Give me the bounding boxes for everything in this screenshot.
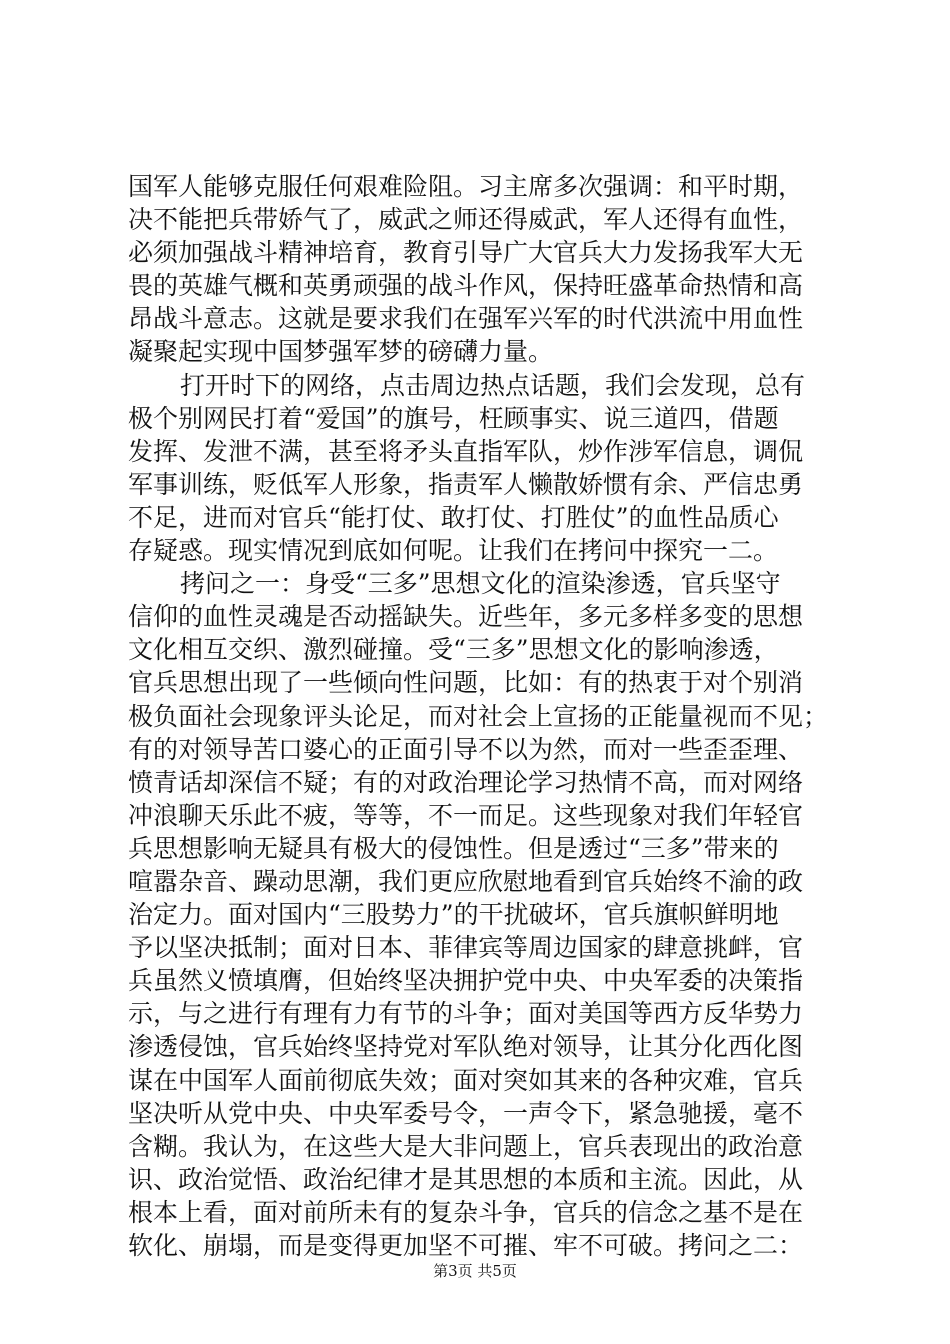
text-line: 愤青话却深信不疑；有的对政治理论学习热情不高，而对网络 <box>128 767 804 797</box>
text-line: 发挥、发泄不满，甚至将矛头直指军队，炒作涉军信息，调侃 <box>128 436 804 466</box>
text-line: 有的对领导苦口婆心的正面引导不以为然，而对一些歪歪理、 <box>128 734 804 764</box>
text-line: 凝聚起实现中国梦强军梦的磅礴力量。 <box>128 337 554 367</box>
text-line: 信仰的血性灵魂是否动摇缺失。近些年，多元多样多变的思想 <box>128 602 804 632</box>
text-line: 予以坚决抵制；面对日本、菲律宾等周边国家的肆意挑衅，官 <box>128 933 804 963</box>
text-line: 示，与之进行有理有力有节的斗争；面对美国等西方反华势力 <box>128 999 804 1029</box>
text-line: 官兵思想出现了一些倾向性问题，比如：有的热衷于对个别消 <box>128 668 804 698</box>
text-line: 谋在中国军人面前彻底失效；面对突如其来的各种灾难，官兵 <box>128 1065 804 1095</box>
text-line: 文化相互交织、激烈碰撞。受“三多”思想文化的影响渗透， <box>128 635 779 665</box>
text-line: 兵虽然义愤填膺，但始终坚决拥护党中央、中央军委的决策指 <box>128 966 804 996</box>
text-line: 决不能把兵带娇气了，威武之师还得威武，军人还得有血性， <box>128 205 804 235</box>
text-line-paragraph-start: 拷问之一：身受“三多”思想文化的渲染渗透，官兵坚守 <box>180 569 781 599</box>
body-text <box>128 170 838 1262</box>
text-line: 识、政治觉悟、政治纪律才是其思想的本质和主流。因此，从 <box>128 1164 804 1194</box>
text-line: 坚决听从党中央、中央军委号令，一声令下，紧急驰援，毫不 <box>128 1098 804 1128</box>
text-line: 畏的英雄气概和英勇顽强的战斗作风，保持旺盛革命热情和高 <box>128 271 804 301</box>
text-line: 根本上看，面对前所未有的复杂斗争，官兵的信念之基不是在 <box>128 1197 804 1227</box>
text-line: 冲浪聊天乐此不疲，等等，不一而足。这些现象对我们年轻官 <box>128 800 804 830</box>
text-line: 存疑惑。现实情况到底如何呢。让我们在拷问中探究一二。 <box>128 536 779 566</box>
text-line: 极负面社会现象评头论足，而对社会上宣扬的正能量视而不见； <box>128 701 829 731</box>
page-number-footer: 第3页 共5页 <box>433 1262 517 1280</box>
text-line: 渗透侵蚀，官兵始终坚持党对军队绝对领导，让其分化西化图 <box>128 1032 804 1062</box>
text-line: 军事训练，贬低军人形象，指责军人懒散娇惯有余、严信忠勇 <box>128 469 804 499</box>
text-line: 含糊。我认为，在这些大是大非问题上，官兵表现出的政治意 <box>128 1131 804 1161</box>
text-line: 喧嚣杂音、躁动思潮，我们更应欣慰地看到官兵始终不渝的政 <box>128 866 804 896</box>
text-line-paragraph-start: 打开时下的网络，点击周边热点话题，我们会发现，总有 <box>180 370 806 400</box>
text-line: 极个别网民打着“爱国”的旗号，枉顾事实、说三道四，借题 <box>128 403 779 433</box>
text-line: 兵思想影响无疑具有极大的侵蚀性。但是透过“三多”带来的 <box>128 833 779 863</box>
text-line: 软化、崩塌，而是变得更加坚不可摧、牢不可破。拷问之二： <box>128 1231 804 1260</box>
text-line: 国军人能够克服任何艰难险阻。习主席多次强调：和平时期， <box>128 172 804 201</box>
text-line: 昂战斗意志。这就是要求我们在强军兴军的时代洪流中用血性 <box>128 304 804 334</box>
text-line: 必须加强战斗精神培育，教育引导广大官兵大力发扬我军大无 <box>128 238 804 268</box>
text-line: 不足，进而对官兵“能打仗、敢打仗、打胜仗”的血性品质心 <box>128 502 779 532</box>
text-line: 治定力。面对国内“三股势力”的干扰破坏，官兵旗帜鲜明地 <box>128 900 779 930</box>
